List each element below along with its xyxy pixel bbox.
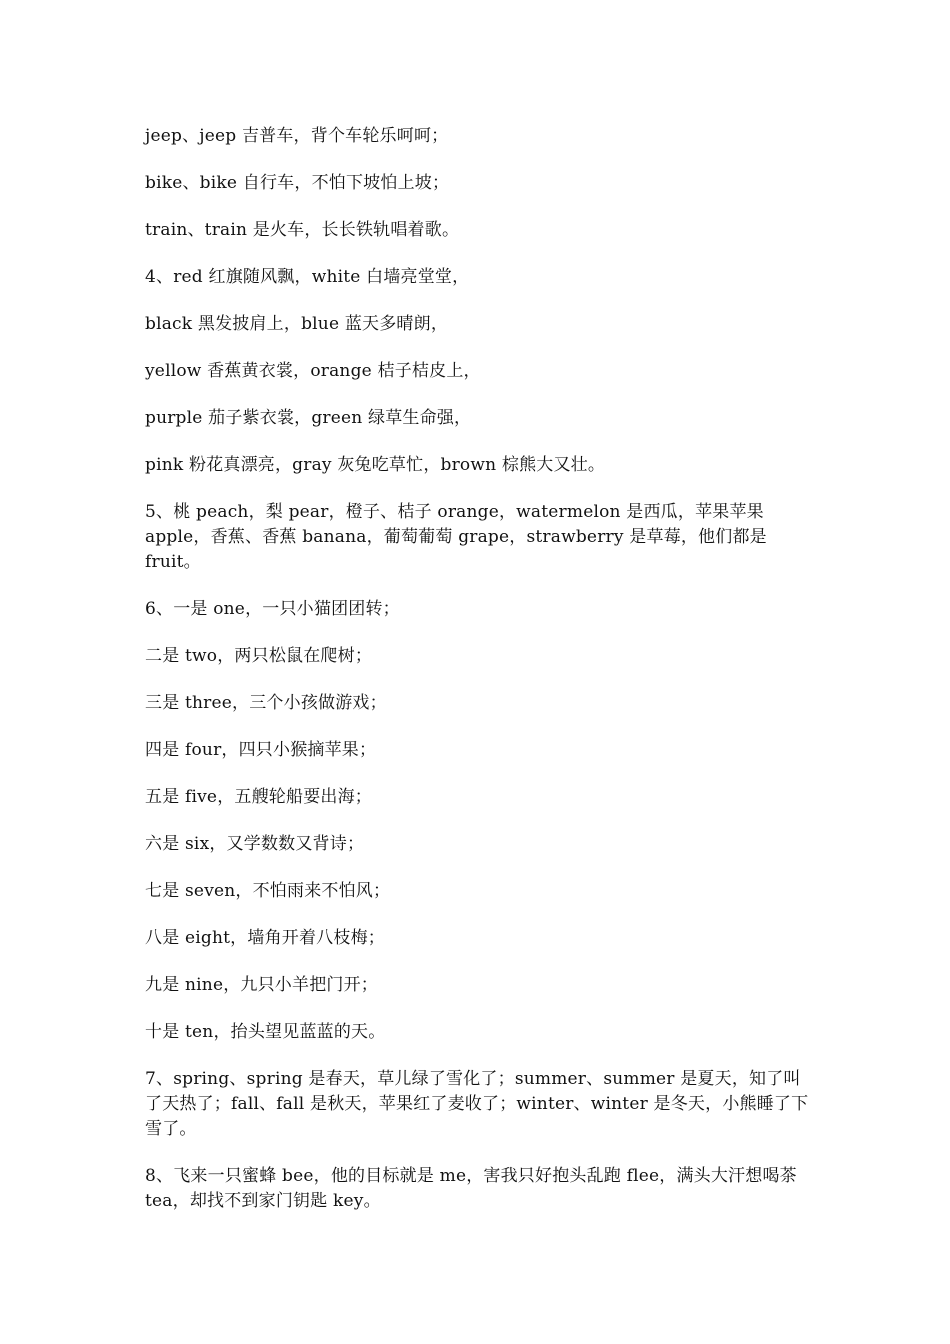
paragraph-colors-yellow-orange: yellow 香蕉黄衣裳，orange 桔子桔皮上， bbox=[145, 361, 481, 381]
paragraph-number-three: 三是 three，三个小孩做游戏； bbox=[145, 693, 387, 713]
paragraph-number-nine: 九是 nine，九只小羊把门开； bbox=[145, 975, 378, 995]
paragraph-bee-rhyme: 8、飞来一只蜜蜂 bee，他的目标就是 me，害我只好抱头乱跑 flee，满头大汗想喝茶 tea，却找不到家门钥匙 key。 bbox=[145, 1166, 797, 1211]
paragraph-number-ten: 十是 ten，抬头望见蓝蓝的天。 bbox=[145, 1022, 386, 1042]
paragraph-number-two: 二是 two，两只松鼠在爬树； bbox=[145, 646, 373, 666]
paragraph-colors-black-blue: black 黑发披肩上，blue 蓝天多晴朗， bbox=[145, 314, 449, 334]
paragraph-number-eight: 八是 eight，墙角开着八枝梅； bbox=[145, 928, 385, 948]
paragraph-seasons: 7、spring、spring 是春天，草儿绿了雪化了；summer、summer 是夏天，知了叫了天热了；fall、fall 是秋天，苹果红了麦收了；winter、winter 是冬天，小熊睡了下雪了。 bbox=[145, 1069, 809, 1139]
paragraph-number-five: 五是 five，五艘轮船要出海； bbox=[145, 787, 372, 807]
paragraph-fruits: 5、桃 peach，梨 pear，橙子、桔子 orange，watermelon 是西瓜，苹果苹果 apple，香蕉、香蕉 banana，葡萄葡萄 grape，strawberry 是草莓，他们都是 fruit。 bbox=[145, 502, 767, 572]
paragraph-colors-pink-gray-brown: pink 粉花真漂亮，gray 灰兔吃草忙，brown 棕熊大又壮。 bbox=[145, 455, 606, 475]
paragraph-bike: bike、bike 自行车，不怕下坡怕上坡； bbox=[145, 173, 450, 193]
paragraph-number-four: 四是 four，四只小猴摘苹果； bbox=[145, 740, 377, 760]
paragraph-jeep: jeep、jeep 吉普车，背个车轮乐呵呵； bbox=[145, 126, 449, 146]
document-body bbox=[145, 124, 810, 1236]
paragraph-number-six: 六是 six，又学数数又背诗； bbox=[145, 834, 365, 854]
paragraph-colors-red-white: 4、red 红旗随风飘，white 白墙亮堂堂， bbox=[145, 267, 470, 287]
paragraph-train: train、train 是火车，长长铁轨唱着歌。 bbox=[145, 220, 460, 240]
paragraph-number-one: 6、一是 one，一只小猫团团转； bbox=[145, 599, 400, 619]
paragraph-colors-purple-green: purple 茄子紫衣裳，green 绿草生命强， bbox=[145, 408, 472, 428]
paragraph-number-seven: 七是 seven，不怕雨来不怕风； bbox=[145, 881, 391, 901]
